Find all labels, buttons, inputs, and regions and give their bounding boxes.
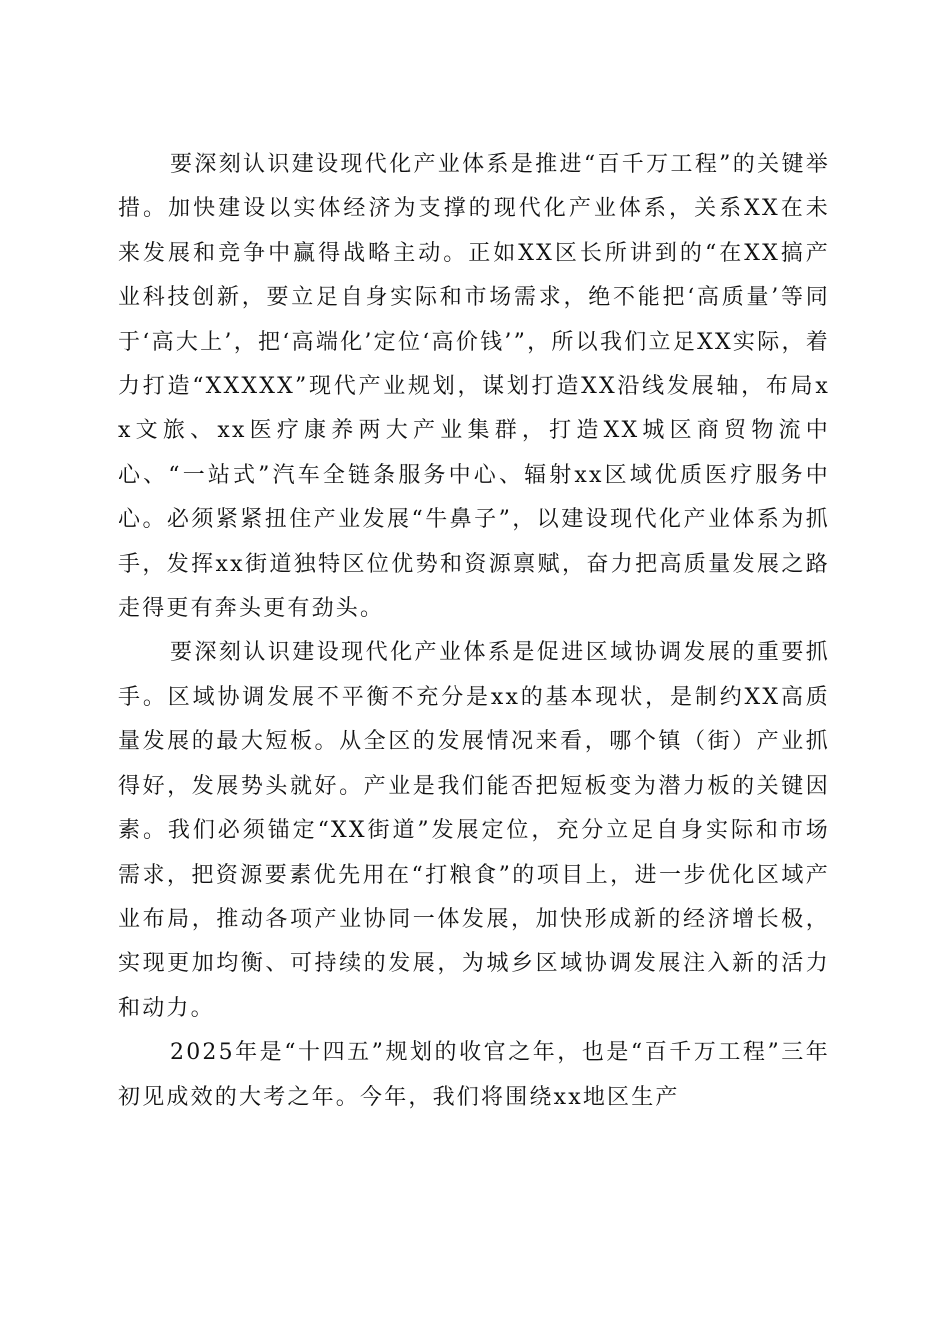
paragraph-regional-coordination: 要深刻认识建设现代化产业体系是促进区域协调发展的重要抓手。区域协调发展不平衡不充分是xx的基本现状，是制约XX高质量发展的最大短板。从全区的发展情况来看，哪个镇（街）产业抓得好，发展势头就好。产业是我们能否把短板变为潜力板的关键因素。我们必须锚定“XX街道”发展定位，充分立足自身实际和市场需求，把资源要素优先用在“打粮食”的项目上，进一步优化区域产业布局，推动各项产业协同一体发展，加快形成新的经济增长极，实现更加均衡、可持续的发展，为城乡区域协调发展注入新的活力和动力。: [118, 640, 830, 1021]
paragraph-industry-key-measure: 要深刻认识建设现代化产业体系是推进“百千万工程”的关键举措。加快建设以实体经济为支撑的现代化产业体系，关系XX在未来发展和竞争中赢得战略主动。正如XX区长所讲到的“在XX搞产业科技创新，要立足自身实际和市场需求，绝不能把‘高质量’等同于‘高大上’，把‘高端化’定位‘高价钱’”，所以我们立足XX实际，着力打造“XXXXX”现代产业规划，谋划打造XX沿线发展轴，布局xx文旅、xx医疗康养两大产业集群，打造XX城区商贸物流中心、“一站式”汽车全链条服务中心、辐射xx区域优质医疗服务中心。必须紧紧扭住产业发展“牛鼻子”，以建设现代化产业体系为抓手，发挥xx街道独特区位优势和资源禀赋，奋力把高质量发展之路走得更有奔头更有劲头。: [118, 152, 830, 622]
paragraph-2025-plan: 2025年是“十四五”规划的收官之年，也是“百千万工程”三年初见成效的大考之年。今年，我们将围绕xx地区生产: [118, 1040, 830, 1110]
document-body: [118, 143, 830, 1120]
